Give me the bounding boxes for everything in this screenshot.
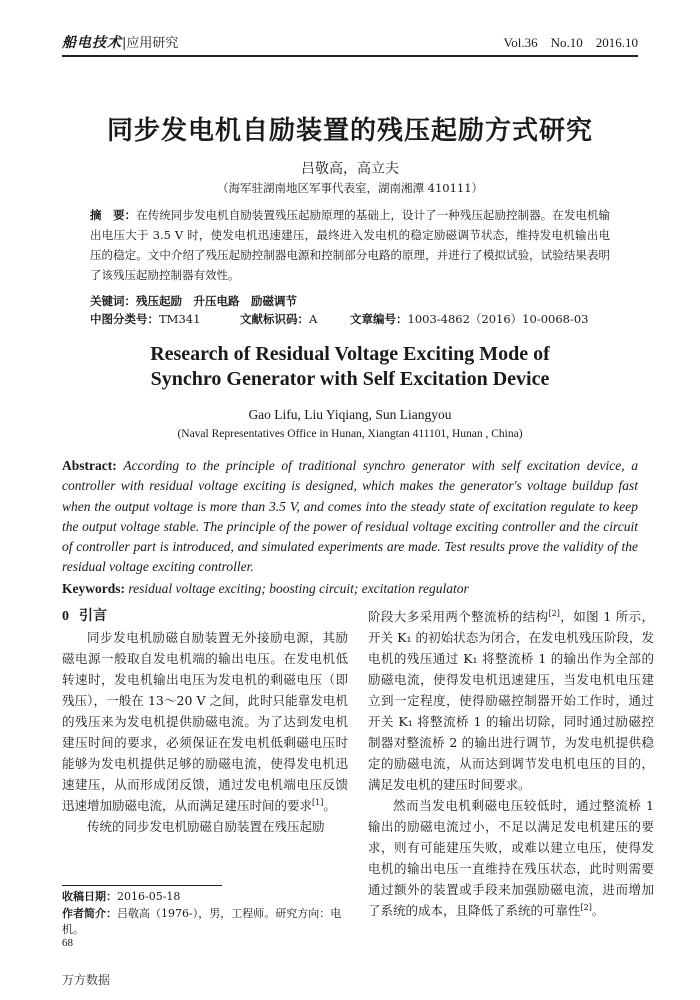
title-chinese: 同步发电机自励装置的残压起励方式研究 xyxy=(106,116,593,146)
keywords-english-text: residual voltage exciting; boosting circuit; excitation regulator xyxy=(128,581,469,596)
author-value: 吕敬高（1976-），男，工程师。研究方向：电机。 xyxy=(62,906,342,936)
affiliation-chinese: （海军驻湖南地区军事代表室，湖南湘潭 410111） xyxy=(216,181,484,195)
clc-value: TM341 xyxy=(159,312,201,326)
received-date xyxy=(62,889,348,906)
abstract-chinese-text: 在传统同步发电机自励装置残压起励原理的基础上，设计了一种残压起励控制器。在发电机输出电压大于 3.5 V 时，使发电机迅速建压，最终进入发电机的稳定励磁调节状态，维持发电机输出电压的稳定。文中介绍了残压起励控制器电源和控制部分电路的原理，并进行了模拟试验，试验结果表明了该残压起励控制器有效性。 xyxy=(90,208,611,282)
keywords-chinese xyxy=(90,291,610,311)
paragraph-end: 。 xyxy=(323,798,336,813)
author-label: 作者简介： xyxy=(62,906,117,920)
abstract-chinese xyxy=(90,205,610,285)
paragraph-text: 阶段大多采用两个整流桥的结构 xyxy=(368,609,549,624)
article-label: 文章编号： xyxy=(350,312,408,326)
footnote-rule xyxy=(62,885,222,886)
document-code xyxy=(240,311,317,327)
article-value: 1003-4862（2016）10-0068-03 xyxy=(407,312,589,326)
abstract-english xyxy=(62,456,638,578)
authors-english: Gao Lifu, Liu Yiqiang, Sun Liangyou xyxy=(248,407,452,422)
title-english xyxy=(62,342,638,392)
received-label: 收稿日期： xyxy=(62,890,117,903)
volume-info: Vol.36 No.10 2016.10 xyxy=(503,35,638,50)
paragraph: 传统的同步发电机励磁自励装置在残压起励 xyxy=(87,819,325,834)
running-header-left xyxy=(62,32,178,52)
abstract-chinese-label: 摘 要： xyxy=(90,208,137,222)
section-heading xyxy=(62,606,348,627)
abstract-english-text: According to the principle of traditional synchro generator with self excitation device, a controller with residual voltage exciting is designed, which makes the generator's voltage buildup fast when the output voltage is more than 3.5 V, and comes into the steady state of excitation regulate to keep the output voltage stable. The principle of the power of residual voltage exciting controller and the circuit of controller part is introduced, and simulated experiments are made. Test results prove the validity of the residual voltage exciting controller. xyxy=(62,458,638,575)
doc-label: 文献标识码： xyxy=(240,312,309,326)
doc-value: A xyxy=(309,312,318,326)
author-bio xyxy=(62,906,348,939)
received-value: 2016-05-18 xyxy=(117,890,181,903)
abstract-english-label: Abstract: xyxy=(62,458,117,473)
clc-label: 中图分类号： xyxy=(90,312,159,326)
paragraph-end: 。 xyxy=(591,903,605,918)
article-number xyxy=(350,311,589,327)
clc-number xyxy=(90,311,200,327)
paragraph xyxy=(62,627,348,816)
watermark: 万方数据 xyxy=(62,973,111,987)
affiliation-english: (Naval Representatives Office in Hunan, Xiangtan 411101, Hunan , China) xyxy=(177,428,523,440)
body-column-left xyxy=(62,606,348,837)
title-english-line2: Synchro Generator with Self Excitation Device xyxy=(150,368,550,390)
paragraph xyxy=(368,606,654,795)
title-english-line1: Research of Residual Voltage Exciting Mode of xyxy=(150,343,550,365)
keywords-chinese-text: 残压起励 升压电路 励磁调节 xyxy=(136,294,297,308)
journal-name: 船电技术 xyxy=(62,35,122,51)
paragraph xyxy=(368,795,654,921)
paragraph-text: 同步发电机励磁自励装置无外接励电源，其励磁电源一般取自发电机端的输出电压。在发电机低转速时，发电机输出电压为发电机的剩磁电压（即残压），一般在 13～20 V 之间，此时只能靠发电机的残压来为发电机提供励磁电流。为了达到发电机建压时间的要求，必须保证在发电机低剩磁电压时能够为发电机提供足够的励磁电流，使得发电机迅速建压，从而形成闭反馈，通过发电机端电压反馈迅速增加励磁电流，从而满足建压时间的要求 xyxy=(62,630,348,813)
keywords-english xyxy=(62,579,638,599)
footnote xyxy=(62,889,348,939)
section-number: 0 xyxy=(62,609,69,624)
citation: [2] xyxy=(580,902,592,912)
keywords-english-label: Keywords: xyxy=(62,581,125,596)
paragraph-text: 然而当发电机剩磁电压较低时，通过整流桥 1 输出的励磁电流过小，不足以满足发电机建压的要求，则有可能建压失败，或难以建立电压，使得发电机的输出电压一直维持在残压状态，此时则需要通过额外的装置或手段来加强励磁电流，进而增加了系统的成本，且降低了系统的可靠性 xyxy=(368,798,654,918)
citation: [1] xyxy=(312,797,324,807)
authors-chinese: 吕敬高，高立夫 xyxy=(301,161,399,177)
section-label: |应用研究 xyxy=(122,36,179,51)
header-rule xyxy=(62,55,638,57)
section-title: 引言 xyxy=(79,608,107,624)
paragraph-text: ，如图 1 所示，开关 K₁ 的初始状态为闭合，在发电机残压阶段，发电机的残压通过 K₁ 将整流桥 1 的输出作为全部的励磁电流，使得发电机迅速建压，当发电机电压建立到一定程度，使得励磁控制器开始工作时，通过开关 K₁ 将整流桥 1 的输出切除，同时通过励磁控制器对整流桥 2 的输出进行调节，为发电机提供稳定的励磁电流，从而达到调节发电机电压的目的，满足发电机的建压时间要求。 xyxy=(368,609,654,792)
page-number: 68 xyxy=(62,937,73,949)
body-column-right xyxy=(368,606,654,921)
citation: [2] xyxy=(548,608,560,618)
keywords-chinese-label: 关键词： xyxy=(90,294,136,308)
